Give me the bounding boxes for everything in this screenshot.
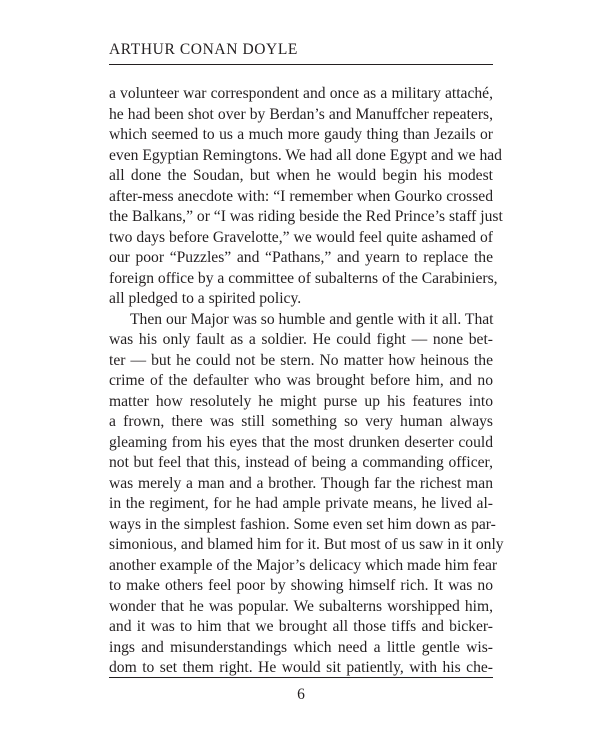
text-line: our poor “Puzzles” and “Pathans,” and yearn to replace the [109, 249, 493, 266]
text-line: was merely a man and a brother. Though far the richest man [109, 474, 493, 492]
text-line: another example of the Major’s delicacy which made him fear [109, 556, 498, 574]
text-line: dom to set them right. He would sit patiently, with his che- [109, 659, 493, 676]
text-line: matter how resolutely he might purse up his features into [109, 392, 493, 410]
text-line: he had been shot over by Berdan’s and Manuffcher repeaters, [109, 105, 493, 123]
text-line-paragraph-start: Then our Major was so humble and gentle with it all. That [130, 310, 494, 328]
text-line: not but feel that this, instead of being a commanding officer, [109, 454, 493, 471]
body-text [109, 84, 504, 679]
page-number: 6 [297, 686, 305, 703]
text-line: a volunteer war correspondent and once as a military attaché, [109, 85, 493, 102]
text-line: was his only fault as a soldier. He could fight — none bet- [109, 331, 493, 348]
text-line: crime of the defaulter who was brought before him, and no [109, 372, 493, 389]
text-line: gleaming from his eyes that the most drunken deserter could [109, 433, 493, 451]
text-line: the Balkans,” or “I was riding beside the Red Prince’s staff just [109, 208, 503, 225]
running-head-author: ARTHUR CONAN DOYLE [109, 41, 298, 58]
text-line-paragraph-end: all pledged to a spirited policy. [109, 290, 302, 307]
text-line: in the regiment, for he had ample private means, he lived al- [109, 495, 493, 512]
text-line: ways in the simplest fashion. Some even set him down as par- [109, 515, 496, 533]
text-line: foreign office by a committee of subalterns of the Carabiniers, [109, 269, 498, 287]
text-line: wonder that he was popular. We subalterns worshipped him, [109, 597, 493, 615]
text-line: simonious, and blamed him for it. But most of us saw in it only [109, 536, 504, 553]
text-line: and it was to him that we brought all those tiffs and bicker- [109, 618, 493, 635]
footer-rule [109, 677, 493, 678]
text-line: all done the Soudan, but when he would begin his modest [109, 167, 493, 184]
text-line: after-mess anecdote with: “I remember when Gourko crossed [109, 187, 493, 205]
text-line: a frown, there was still something so very human always [109, 413, 493, 430]
text-line: even Egyptian Remingtons. We had all done Egypt and we had [109, 146, 502, 164]
text-line: ings and misunderstandings which need a little gentle wis- [109, 638, 493, 656]
text-line: to make others feel poor by showing himself rich. It was no [109, 577, 493, 594]
header-rule [109, 64, 493, 65]
text-line: two days before Gravelotte,” we would feel quite ashamed of [109, 228, 493, 246]
text-line: which seemed to us a much more gaudy thing than Jezails or [109, 126, 493, 143]
text-line: ter — but he could not be stern. No matter how heinous the [109, 351, 493, 369]
